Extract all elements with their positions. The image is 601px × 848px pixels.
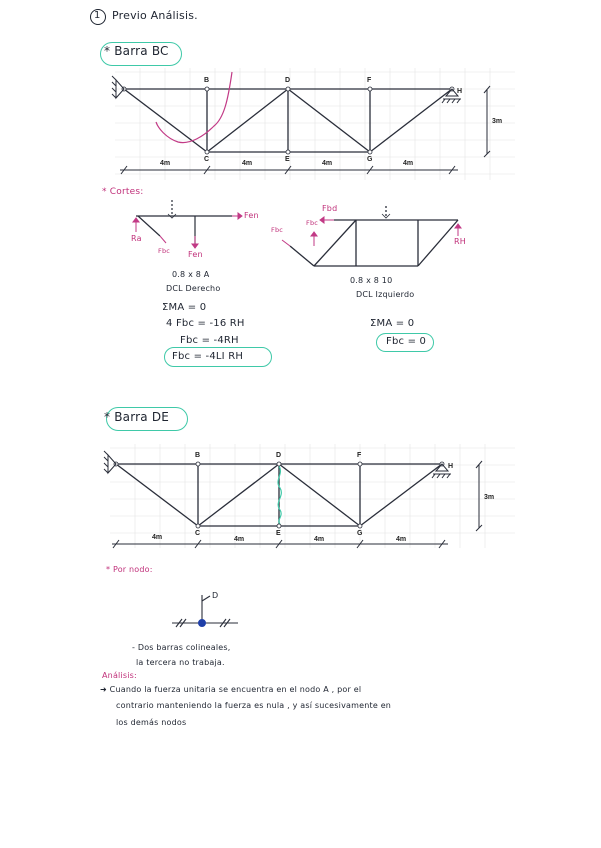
right-note-1: 0.8 x 8 10 (350, 276, 393, 285)
node-g-label: G (367, 156, 373, 163)
note-line-2: la tercera no trabaja. (136, 658, 225, 667)
span-3-2: 4m (314, 536, 325, 543)
left-note-2: DCL Derecho (166, 284, 221, 293)
node-c-label: C (204, 156, 210, 163)
right-note-2: DCL Izquierdo (356, 290, 415, 299)
span-4: 4m (403, 160, 414, 167)
force-fbd: Fbd (322, 204, 338, 213)
node-d-label: D (212, 591, 219, 600)
node-analysis-title: * Por nodo: (106, 565, 153, 574)
analysis-line-1: ➜ Cuando la fuerza unitaria se encuentra en el nodo A , por el (100, 685, 362, 694)
analysis-line-3: los demás nodos (116, 718, 187, 727)
left-eq-2: 4 Fbc = -16 RH (166, 318, 245, 329)
left-note-1: 0.8 x 8 A (172, 270, 210, 279)
node-b-label-2: B (195, 452, 201, 459)
right-eq-1: ΣMA = 0 (370, 318, 415, 329)
left-eq-1: ΣMA = 0 (162, 302, 207, 313)
node-g-label-2: G (357, 530, 363, 537)
left-eq-3: Fbc = -4RH (180, 335, 239, 346)
note-line-1: - Dos barras colineales, (132, 643, 231, 652)
span-2-2: 4m (234, 536, 245, 543)
node-f-label: F (367, 77, 372, 84)
force-fbc-diag: Fbc (271, 226, 284, 234)
header-number: 1 (94, 10, 101, 21)
node-d-label: D (285, 77, 291, 84)
force-fbc-top: Fbc (306, 219, 319, 227)
span-1-2: 4m (152, 534, 163, 541)
left-eq-4: Fbc = -4LI RH (172, 351, 244, 362)
right-eq-2: Fbc = 0 (386, 336, 427, 347)
node-h-label-2: H (448, 463, 454, 470)
node-d-label-2: D (276, 452, 282, 459)
span-2: 4m (242, 160, 253, 167)
height-label-2: 3m (484, 494, 495, 501)
analysis-title: Análisis: (102, 671, 137, 680)
cortes-title: * Cortes: (102, 187, 144, 197)
node-e-label-2: E (276, 530, 281, 537)
span-4-2: 4m (396, 536, 407, 543)
height-label: 3m (492, 118, 503, 125)
node-f-label-2: F (357, 452, 362, 459)
force-fen-right: Fen (244, 211, 259, 220)
node-e-label: E (285, 156, 290, 163)
force-rh: RH (454, 237, 466, 246)
span-1: 4m (160, 160, 171, 167)
page-title: Previo Análisis. (112, 9, 198, 22)
force-ra: Ra (131, 234, 142, 243)
analysis-line-2: contrario manteniendo la fuerza es nula , y así sucesivamente en (116, 701, 392, 710)
node-h-label: H (457, 88, 463, 95)
force-fbc-left: Fbc (158, 247, 171, 255)
section1-title: * Barra BC (104, 44, 169, 58)
span-3: 4m (322, 160, 333, 167)
force-fen-down: Fen (188, 250, 203, 259)
node-c-label-2: C (195, 530, 201, 537)
section2-title: * Barra DE (104, 410, 170, 424)
node-b-label: B (204, 77, 210, 84)
